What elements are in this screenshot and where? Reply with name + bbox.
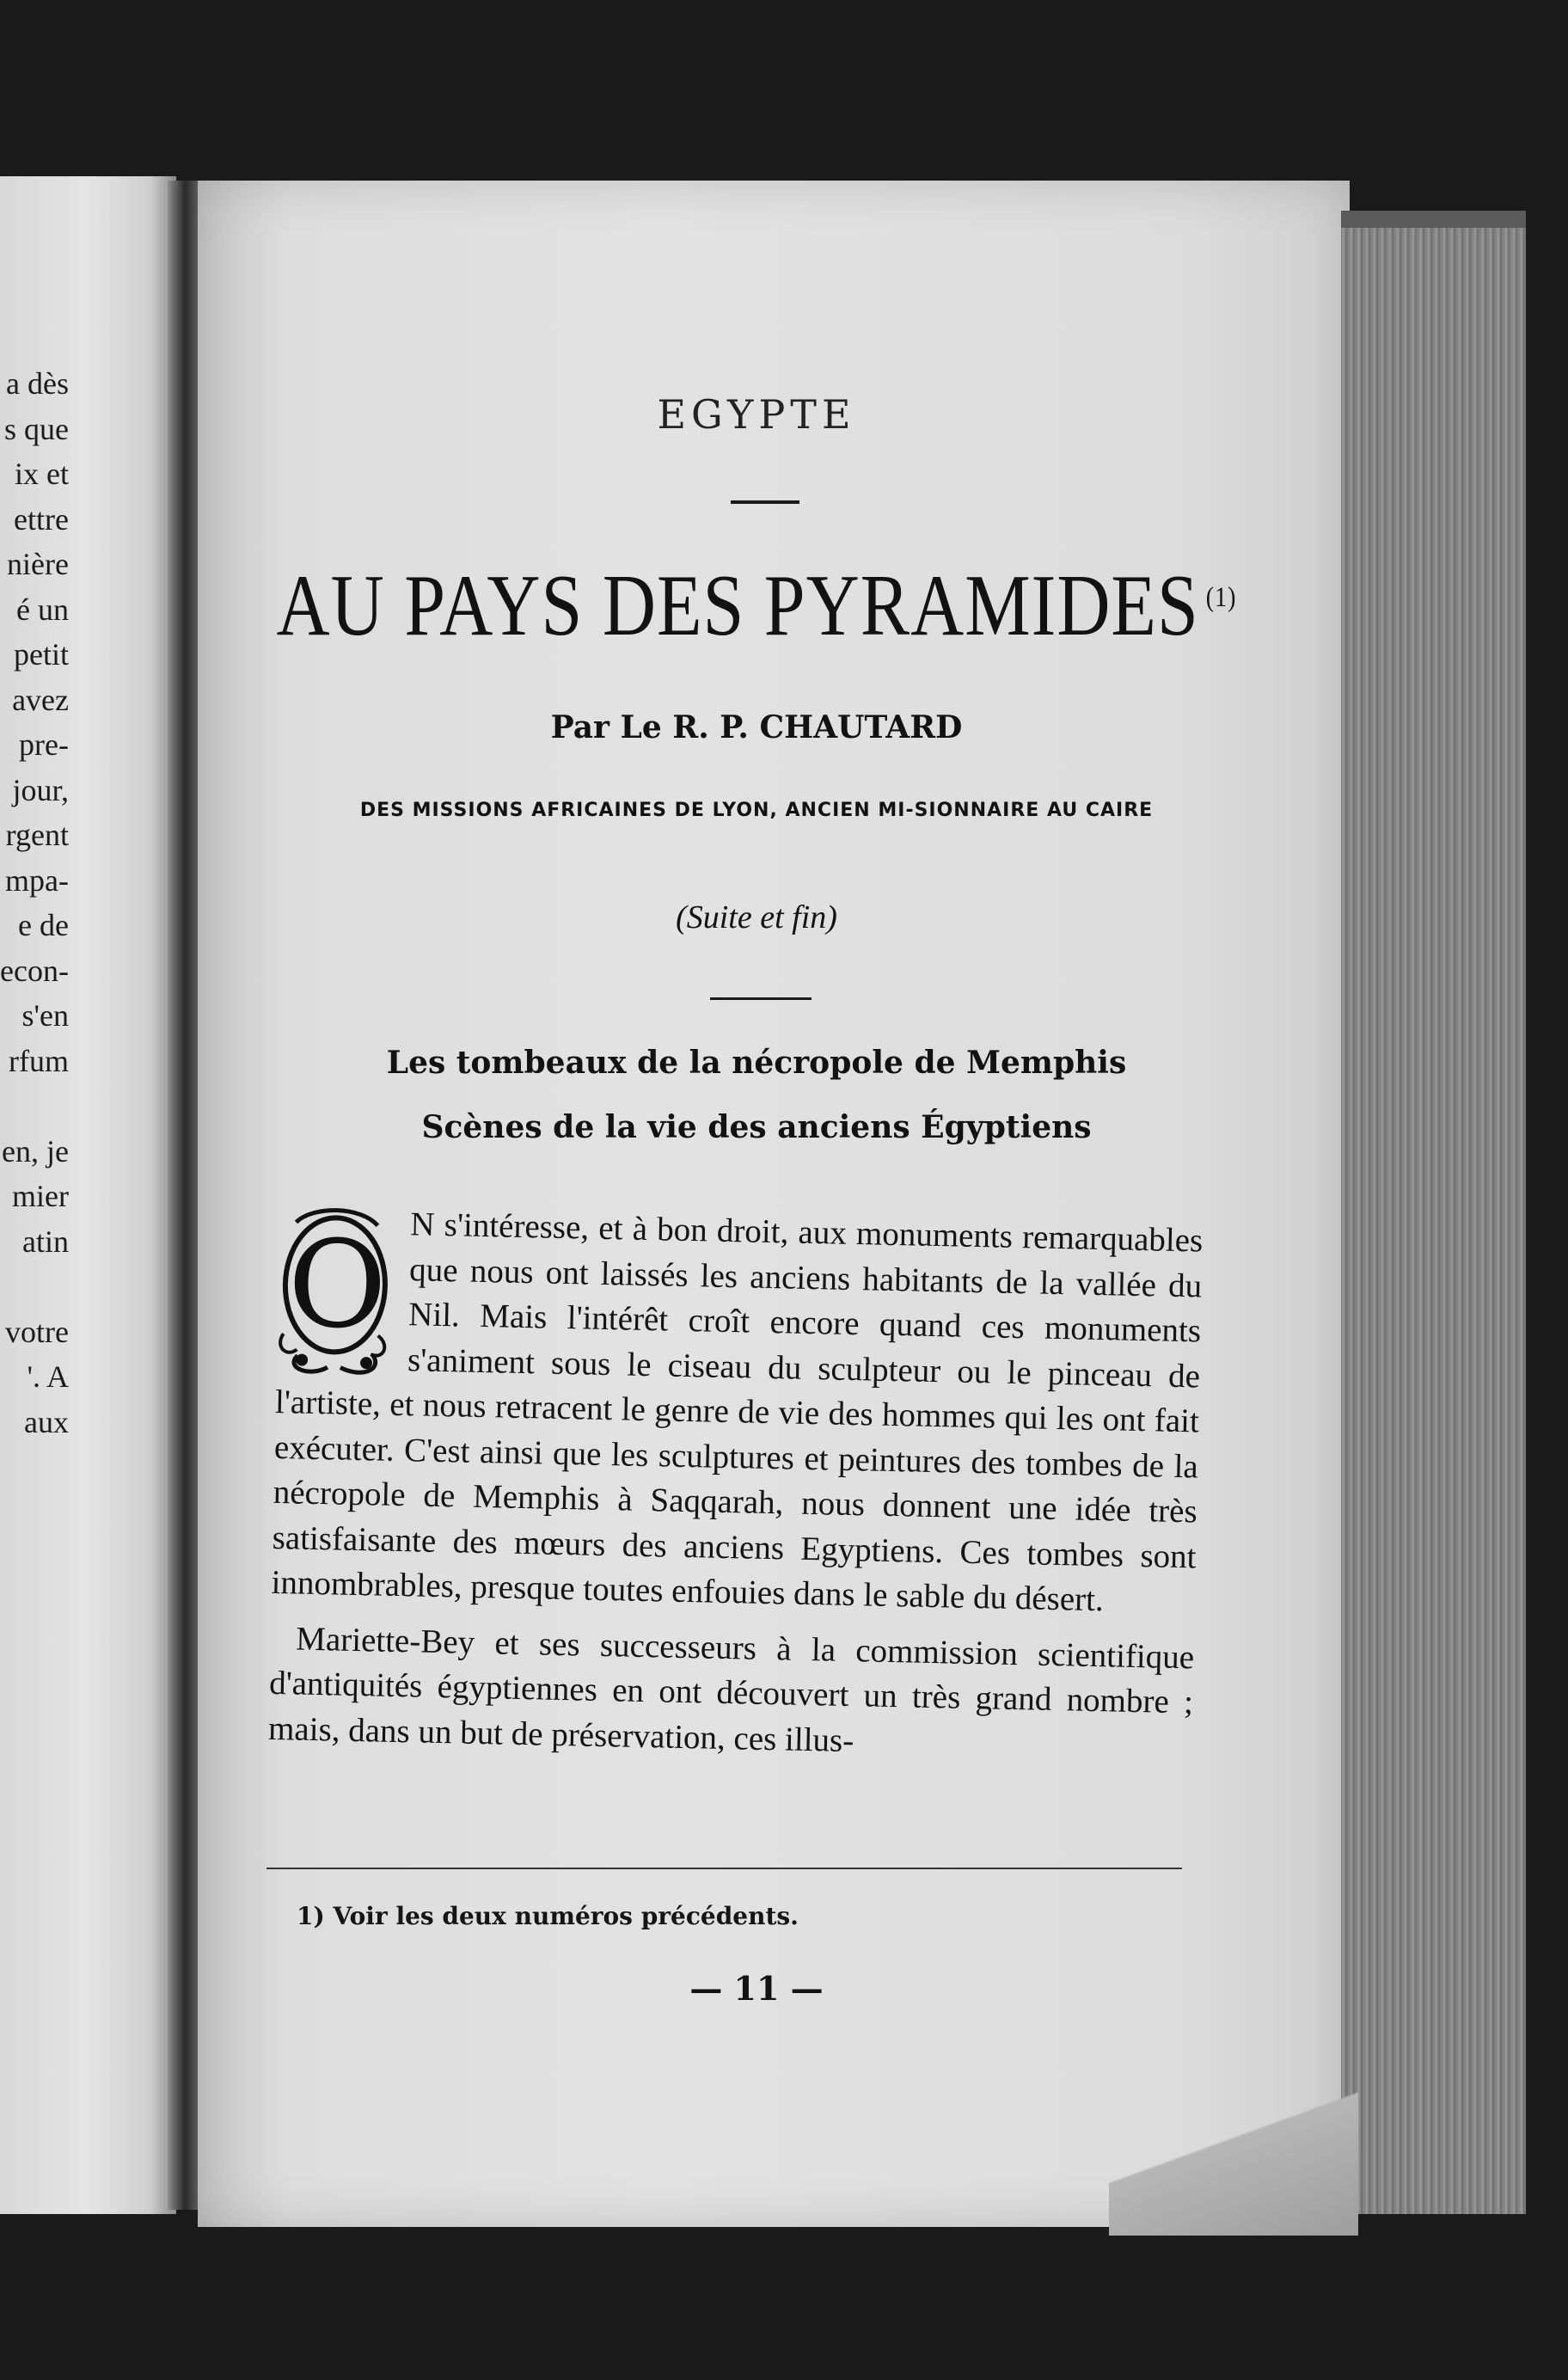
left-page-line-fragment: en, je	[2, 1133, 69, 1169]
page-edges	[1341, 211, 1526, 2214]
continuation-note: (Suite et fin)	[676, 899, 837, 935]
left-page-line-fragment: s'en	[21, 998, 69, 1033]
section-heading-1: Les tombeaux de la nécropole de Memphis	[386, 1045, 1127, 1081]
page-edges-top	[1341, 211, 1526, 228]
left-page-line-fragment: rfum	[9, 1043, 69, 1078]
book-gutter	[168, 181, 202, 2210]
footnote-rule	[266, 1868, 1182, 1869]
paragraph-1-text: N s'intéresse, et à bon droit, aux monuments remarquables que nous ont laissés les anciens habitants de la vallée du Nil. Mais l'intérêt croît encore quand ces monuments s'animent sous le ciseau du sculpteur ou le pinceau de l'artiste, et nous retracent le genre de vie des hommes qui les ont fait exécuter. C'est ainsi que les sculptures et peintures des tombes de la nécropole de Memphis à Saqqarah, nous donnent une idée très satisfaisante des mœurs des anciens Egyptiens. Ces tombes sont innombrables, presque toutes enfouies dans le sable du désert.	[271, 1205, 1204, 1619]
left-page-line-fragment: e de	[18, 908, 69, 942]
left-page-line-fragment: petit	[14, 637, 69, 672]
paragraph-2: Mariette-Bey et ses successeurs à la commission scientifique d'antiquités égyptiennes en ont découvert un très grand nombre ; mais, dans un but de préservation, ces illus-	[267, 1620, 1195, 1759]
paragraph-1	[271, 1199, 1204, 1625]
title-rule	[731, 500, 799, 504]
title-text: AU PAYS DES PYRAMIDES	[276, 556, 1199, 654]
left-page-line-fragment: jour,	[12, 772, 69, 807]
left-page	[0, 176, 176, 2214]
left-page-line-fragment: aux	[24, 1404, 69, 1439]
title-note-marker: (1)	[1205, 581, 1237, 614]
left-page-line-fragment: é un	[16, 592, 69, 627]
author-line: Par Le R. P. CHAUTARD	[550, 709, 963, 745]
left-page-line-fragment: rgent	[5, 818, 69, 852]
left-page-line-fragment: mier	[12, 1179, 69, 1213]
left-page-line-fragment: avez	[12, 682, 69, 717]
torn-page-corner	[1109, 2064, 1358, 2236]
left-page-line-fragment: mpa-	[5, 862, 69, 898]
running-head: EGYPTE	[657, 391, 856, 438]
author-affiliation: DES MISSIONS AFRICAINES DE LYON, ANCIEN MI-SIONNAIRE AU CAIRE	[359, 800, 1154, 821]
left-page-line-fragment: econ-	[0, 953, 69, 988]
page-number: — 11 —	[689, 1969, 824, 2008]
left-page-line-fragment: atin	[22, 1224, 69, 1259]
drop-cap-letter: O	[286, 1214, 389, 1357]
section-rule	[710, 997, 812, 1000]
left-page-line-fragment: nière	[7, 547, 69, 581]
left-page-line-fragment: votre	[5, 1314, 69, 1349]
left-page-line-fragment: ix et	[15, 457, 69, 491]
article-body	[268, 1199, 1204, 1770]
left-page-line-fragment: a dès	[6, 366, 69, 401]
left-page-line-fragment: s que	[4, 411, 69, 446]
section-heading-2: Scènes de la vie des anciens Égyptiens	[421, 1109, 1092, 1145]
left-page-line-fragment: ettre	[14, 501, 69, 537]
left-page-line-fragment: '. A	[27, 1359, 69, 1394]
footnote: 1) Voir les deux numéros précédents.	[297, 1902, 799, 1930]
article-title	[258, 555, 1255, 656]
left-page-line-fragment: pre-	[19, 727, 69, 762]
ornamental-drop-cap	[276, 1205, 395, 1379]
